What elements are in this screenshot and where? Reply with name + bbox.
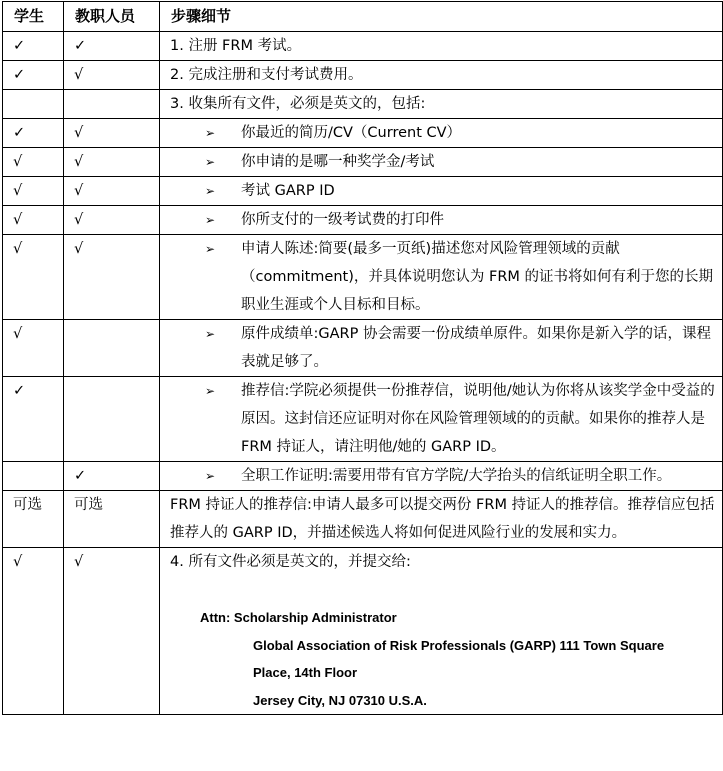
student-check: √ — [3, 177, 64, 206]
arrow-bullet-icon: ➢ — [205, 155, 216, 169]
table-row — [3, 548, 723, 715]
bullet-text: 你所支付的一级考试费的打印件 — [241, 212, 444, 228]
faculty-check: √ — [64, 235, 160, 320]
faculty-check: √ — [64, 177, 160, 206]
bullet-text: 考试 GARP ID — [241, 183, 335, 199]
submission-cell — [160, 548, 723, 715]
address-line-1: Global Association of Risk Professionals (GARP) 111 Town Square — [253, 637, 665, 653]
bullet-text: 你最近的简历/CV（Current CV） — [241, 125, 462, 141]
arrow-bullet-icon: ➢ — [205, 126, 216, 140]
student-check: ✓ — [3, 377, 64, 462]
bullet-text: 原件成绩单:GARP 协会需要一份成绩单原件。如果你是新入学的话，课程表就足够了。 — [241, 326, 711, 370]
faculty-check: √ — [64, 206, 160, 235]
bullet-text: 推荐信:学院必须提供一份推荐信，说明他/她认为你将从该奖学金中受益的原因。这封信还应证明对你在风险管理领域的的贡献。如果你的推荐人是 FRM 持证人，请注明他/她的 GARP ID。 — [241, 383, 715, 455]
bullet-detail — [160, 235, 723, 320]
step-detail: 4. 所有文件必须是英文的，并提交给: — [170, 554, 411, 570]
student-check: √ — [3, 235, 64, 320]
table-row — [3, 235, 723, 320]
faculty-check: ✓ — [64, 32, 160, 61]
student-check — [3, 462, 64, 491]
step-detail: 1. 注册 FRM 考试。 — [160, 32, 723, 61]
arrow-bullet-icon: ➢ — [205, 327, 216, 341]
table-row — [3, 320, 723, 377]
bullet-text: 全职工作证明:需要用带有官方学院/大学抬头的信纸证明全职工作。 — [241, 468, 672, 484]
address-line-3: Jersey City, NJ 07310 U.S.A. — [253, 692, 427, 708]
bullet-text: 申请人陈述:简要(最多一页纸)描述您对风险管理领域的贡献（commitment)，并具体说明您认为 FRM 的证书将如何有利于您的长期职业生涯或个人目标和目标。 — [241, 241, 714, 313]
table-row — [3, 177, 723, 206]
faculty-check — [64, 90, 160, 119]
address-attn: Attn: Scholarship Administrator — [200, 610, 397, 625]
mailing-address — [170, 576, 722, 714]
bullet-detail — [160, 148, 723, 177]
faculty-check: √ — [64, 148, 160, 177]
requirements-table — [2, 1, 723, 715]
bullet-detail — [160, 177, 723, 206]
step-detail: 2. 完成注册和支付考试费用。 — [160, 61, 723, 90]
student-check: √ — [3, 320, 64, 377]
table-row — [3, 90, 723, 119]
header-faculty: 教职人员 — [64, 2, 160, 32]
table-row — [3, 148, 723, 177]
student-check: ✓ — [3, 119, 64, 148]
table-row — [3, 377, 723, 462]
header-student: 学生 — [3, 2, 64, 32]
table-row — [3, 32, 723, 61]
bullet-detail — [160, 320, 723, 377]
bullet-detail — [160, 377, 723, 462]
faculty-check: ✓ — [64, 462, 160, 491]
faculty-check — [64, 320, 160, 377]
bullet-detail — [160, 462, 723, 491]
table-row — [3, 206, 723, 235]
faculty-check: √ — [64, 548, 160, 715]
arrow-bullet-icon: ➢ — [205, 184, 216, 198]
student-check: ✓ — [3, 32, 64, 61]
faculty-check: √ — [64, 119, 160, 148]
student-check: ✓ — [3, 61, 64, 90]
student-optional: 可选 — [3, 491, 64, 548]
arrow-bullet-icon: ➢ — [205, 469, 216, 483]
student-check: √ — [3, 148, 64, 177]
table-row — [3, 61, 723, 90]
arrow-bullet-icon: ➢ — [205, 384, 216, 398]
table-row — [3, 491, 723, 548]
table-header-row — [3, 2, 723, 32]
student-check — [3, 90, 64, 119]
bullet-detail — [160, 206, 723, 235]
step-detail: 3. 收集所有文件，必须是英文的，包括: — [160, 90, 723, 119]
arrow-bullet-icon: ➢ — [205, 242, 216, 256]
faculty-optional: 可选 — [64, 491, 160, 548]
faculty-check: √ — [64, 61, 160, 90]
student-check: √ — [3, 548, 64, 715]
table-row — [3, 462, 723, 491]
arrow-bullet-icon: ➢ — [205, 213, 216, 227]
student-check: √ — [3, 206, 64, 235]
step-detail: FRM 持证人的推荐信:申请人最多可以提交两份 FRM 持证人的推荐信。推荐信应包括推荐人的 GARP ID，并描述候选人将如何促进风险行业的发展和实力。 — [160, 491, 723, 548]
address-line-2: Place, 14th Floor — [253, 665, 358, 680]
faculty-check — [64, 377, 160, 462]
bullet-detail — [160, 119, 723, 148]
header-step-details: 步骤细节 — [160, 2, 723, 32]
table-row — [3, 119, 723, 148]
bullet-text: 你申请的是哪一种奖学金/考试 — [241, 154, 435, 170]
